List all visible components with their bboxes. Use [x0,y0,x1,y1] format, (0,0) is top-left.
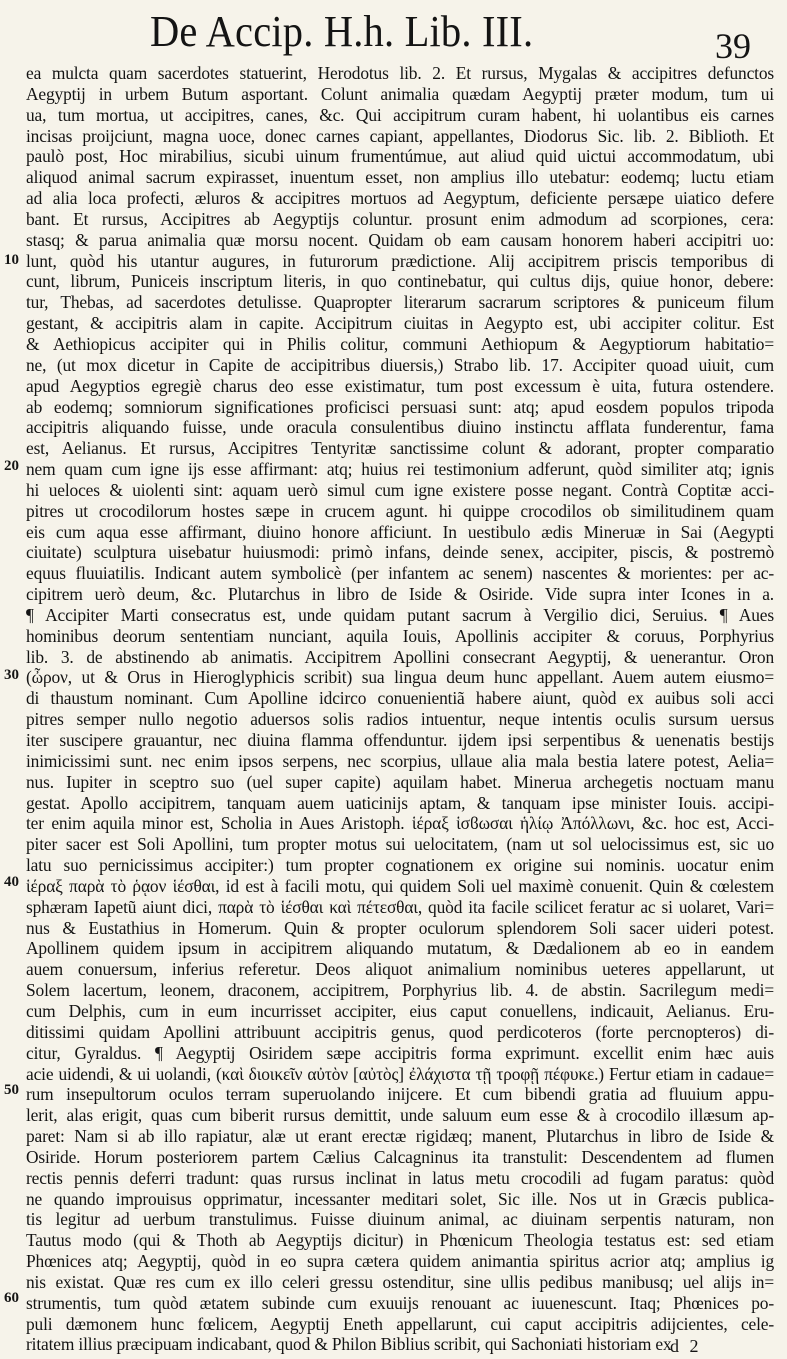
text-line: ad alia loca profecti, æluros & accipitres mortuos ad Aegyptum, deficiente persæpe uiatico defere [26,188,774,209]
text-line: Apollinem quidem ipsum in accipitrem aliquando mutatum, & Dædalionem ab eo in eandem [26,938,774,959]
text-line: ua, tum mortua, ut accipitres, canes, &c. Qui accipitrum curam habent, hi uolantibus eis carnes [26,104,774,125]
text-line: rum insepultorum oculos terram superuolando inijcere. Et cum bibendi gratia ad fluuium appu- [26,1084,774,1105]
text-line: puli dæmonem hunc fœlicem, Aegyptij Eneth appellarunt, cui caput accipitris adijcientes, cele- [26,1313,774,1334]
text-line: nus & Eustathius in Homerum. Quin & propter oculorum splendorem Soli sacer uideri potest. [26,917,774,938]
text-line: acie uidendi, & ui uolandi, (καὶ διοικεῖν αὐτὸν [αὐτὸς] ἐλάχιστα τῇ τροφῇ πέφυκε.) Fertur etiam in cadaue= [26,1063,774,1084]
text-line: cipitrem uerò deum, &c. Plutarchus in libro de Iside & Osiride. Vide supra inter Icones in a. [26,584,774,605]
margin-number: 60 [4,1290,19,1306]
text-line: nis existat. Quæ res cum ex illo celeri gressu ostenditur, sine ullis pedibus manibusq; uel alijs in= [26,1271,774,1292]
text-line: ciuitate) sculptura uisebatur huiusmodi: primò infans, deinde senex, accipiter, piscis, & postremò [26,542,774,563]
text-line: hi ueloces & uiolenti sint: aquam uerò simul cum igne existere posse negant. Contrà Coptitæ acci- [26,479,774,500]
text-line: paulò post, Hoc mirabilius, sicubi uinum frumentúmue, aut aliud quid uictui accommodatum, ubi [26,146,774,167]
text-line: ne, (ut mox dicetur in Capite de accipitribus diuersis,) Strabo lib. 17. Accipiter quoad uiuit, cum [26,354,774,375]
text-line: accipitris aliquando fuisse, unde oracula consulentibus diuino instinctu afflata funderentur, fama [26,417,774,438]
text-line: Aegyptij in urbem Butum asportant. Colunt animalia quædam Aegyptij præter modum, tum ui [26,83,774,104]
text-line: ab eodemq; somniorum significationes proficisci persuasi sunt: atq; apud eosdem populos tripoda [26,396,774,417]
text-line: lib. 3. de abstinendo ab animatis. Accipitrem Apollini consecrant Aegyptij, & uenerantur. Oron [26,646,774,667]
text-line: pitres semper nullo negotio aduersos solis radios intuentur, neque intentis oculis sursum uersus [26,709,774,730]
margin-number: 10 [4,252,19,268]
text-line: lerit, alas erigit, quas cum biberit rursus demittit, unde saluum eum esse & à crocodilo illæsum ap- [26,1105,774,1126]
signature-mark: d 2 [670,1336,699,1356]
margin-number: 30 [4,667,19,683]
text-line: gestat. Apollo accipitrem, tanquam auem uaticinijs aptam, & tanquam ipse minister Iouis. accipi- [26,792,774,813]
text-line: lunt, quòd his utantur augures, in futurorum prædictione. Alij accipitrem priscis temporibus di [26,250,774,271]
margin-number: 40 [4,874,19,890]
text-line: & Aethiopicus accipiter qui in Philis colitur, communi Aethiopum & Aegyptiorum habitatio= [26,333,774,354]
text-line: sphæram Iapetũ aiunt dici, παρὰ τὸ ἱέσθαι καὶ πέτεσθαι, quòd ita facile scilicet feratur ac si uolaret, Vari= [26,896,774,917]
text-line: ¶ Accipiter Marti consecratus est, unde quidam putant sacrum à Vergilio dici, Seruius. ¶ Aues [26,604,774,625]
text-line: stasq; & parua animalia quæ morsu nocent. Quidam ob eam causam honorem haberi accipitri uo: [26,229,774,250]
text-line: iter suscipere grauantur, nec diuina flamma offenduntur. ijdem ipsi serpentibus & uenenatis bestijs [26,730,774,750]
text-line: equus fluuiatilis. Indicant autem symbolicè (per infantem ac senem) nascentes & morientes: per ac- [26,563,774,584]
text-line: apud Aegyptios egregiè charus deo esse existimatur, tum post excessum è uita, futura ostendere. [26,375,774,396]
text-line: aliquod animal sacrum expirasset, inuentum esset, non amplius illo utebatur: eodemq; luctu etiam [26,167,774,188]
text-line: Tautus modo (qui & Thoth ab Aegyptijs dicitur) in Phœnicum Theologia testatus est: sed etiam [26,1230,774,1251]
text-line: inimicissimi sunt. nec enim ipsos serpens, nec scorpius, ullaue alia mala bestia latere potest, Aelia= [26,750,774,771]
text-line: est, Aelianus. Et rursus, Accipitres Tentyritæ sanctissime colunt & adorant, propter comparatio [26,438,774,459]
text-line: rectis pennis deferri tradunt: quas rursus inclinat in latus metu crocodili ad fugam paratus: quòd [26,1167,774,1188]
text-line: nem quam cum igne ijs esse affirmant: atq; huius rei testimonium adferunt, quòd similiter atq; ignis [26,459,774,480]
text-line: auem conuersum, inferius referetur. Deos aliquot animalium nominibus ueteres appellarunt, ut [26,959,774,980]
text-line: di thaustum nominant. Cum Apolline idcirco conuenientiã habere aiunt, quòd ex auibus soli acci [26,688,774,709]
text-line: tur, Thebas, ad sacerdotes detulisse. Quapropter literarum sacrarum scriptores & puniceum filum [26,292,774,313]
text-line: ea mulcta quam sacerdotes statuerint, Herodotus lib. 2. Et rursus, Mygalas & accipitres defunctos [26,63,774,83]
text-line: Phœnices atq; Aegyptij, quòd in eo supra cætera quidem animantia spiritus acrior atq; amplius ig [26,1251,774,1272]
text-line: cunt, librum, Puniceis inscriptum literis, in quo continebatur, qui cultus dijs, quiue honor, debere: [26,271,774,292]
text-line: Solem lacertum, leonem, draconem, accipitrem, Porphyrius lib. 4. de abstin. Sacrilegum medi= [26,980,774,1001]
text-line: hominibus deorum sententiam nunciant, aquila Iouis, Apollinis accipiter & coruus, Porphyrius [26,625,774,646]
text-line: latu suo pernicissimus accipiter:) tum propter cognationem ex origine sui nominis. uocatur enim [26,855,774,876]
text-line: ditissimi quidam Apollini attribuunt accipitris genus, quod perdicoteros (forte percnopteros) di- [26,1021,774,1042]
text-line: ἱέραξ παρὰ τὸ ῥᾳον ἱέσθαι, id est à facili motu, qui quidem Soli uel maximè conuenit. Quin & cœlestem [26,875,774,896]
text-line: tis legitur ad uerbum transtulimus. Fuisse diuinum animal, ac diuinam serpentis naturam, non [26,1209,774,1230]
running-title: De Accip. H.h. Lib. III. [150,7,534,56]
text-line: eis cum aqua esse affirmant, diuino honore afficiunt. In uestibulo ædis Mineruæ in Sai (Aegypti [26,521,774,542]
margin-number: 20 [4,458,19,474]
text-line: paret: Nam si ab illo rapiatur, alæ ut erant erectæ rigidæq; manent, Plutarchus in libro de Iside & [26,1126,774,1147]
margin-number: 50 [4,1082,19,1098]
text-line: piter sacer est Soli Apollini, tum propter motus sui uelocitatem, (nam ut sol uelocissimus est, sic uo [26,834,774,855]
text-line: citur, Gyraldus. ¶ Aegyptij Osiridem sæpe accipitris forma exprimunt. excellit enim hæc auis [26,1042,774,1063]
body-text [26,63,774,1355]
text-line: gestant, & accipitris alam in capite. Accipitrum ciuitas in Aegypto est, ubi accipiter colitur. Est [26,313,774,334]
text-line: incisas proijciunt, magna uoce, donec carnes capiant, appellantes, Diodorus Sic. lib. 2. Biblioth. Et [26,125,774,146]
text-line: strumentis, tum quòd ætatem subinde cum exuuijs renouant ac iuuenescunt. Itaq; Phœnices po- [26,1292,774,1313]
text-line: ne quando improuisus opprimatur, incessanter meditari solet, Sic ille. Nos ut in Græcis publica- [26,1188,774,1209]
text-line: ritatem illius præcipuam indicabant, quod & Philon Biblius scribit, qui Sachoniati historiam ex [26,1334,672,1355]
text-line: cum Delphis, cum in eum incurrisset accipiter, eius caput conuellens, indicauit, Aelianus. Eru- [26,1000,774,1021]
text-line: nus. Iupiter in sceptro suo (uel super capite) aquilam habet. Minerua archegetis noctuam manu [26,771,774,792]
text-line: pitres ut crocodilorum hostes sæpe in crucem agunt. hi quippe crocodilos ob similitudinem quam [26,500,774,521]
page-number: 39 [715,26,751,66]
text-line: ter enim aquila minor est, Scholia in Aues Aristoph. ἱέραξ ἱσϐωσαι ἡλίῳ Ἀπόλλωνι, &c. hoc est, Acci- [26,813,774,834]
text-line: (ὦρον, ut & Orus in Hieroglyphicis scribit) sua lingua deum hunc appellant. Auem autem eiusmo= [26,667,774,688]
text-line: bant. Et rursus, Accipitres ab Aegyptijs coluntur. prosunt enim admodum ad scorpiones, cera: [26,208,774,229]
text-line: Osiride. Horum posteriorem partem Cælius Calcagninus ita transtulit: Descendentem ad flumen [26,1146,774,1167]
